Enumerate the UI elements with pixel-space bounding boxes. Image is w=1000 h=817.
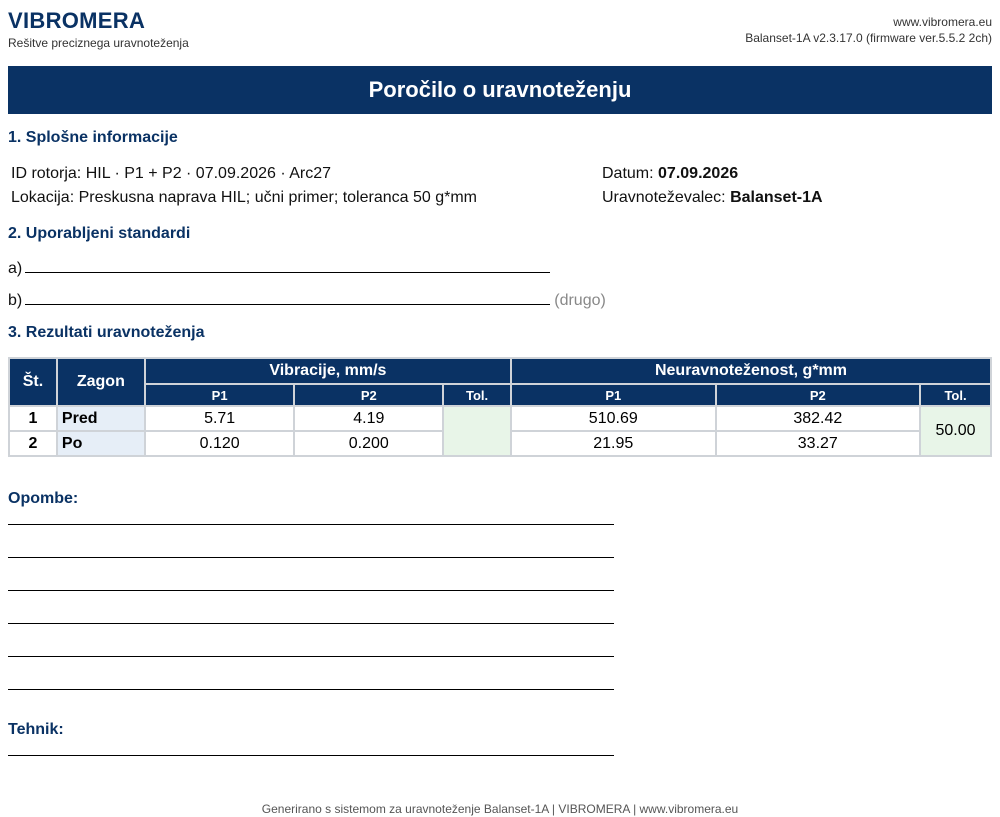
- unb-p1-cell: 21.95: [511, 431, 716, 456]
- row-number: 1: [9, 406, 57, 431]
- row-run: Po: [57, 431, 145, 456]
- notes-line: [8, 689, 614, 690]
- standard-a-label: a): [8, 260, 23, 277]
- notes-line: [8, 623, 614, 624]
- unb-p1-cell: 510.69: [511, 406, 716, 431]
- vib-p2-cell: 0.200: [294, 431, 443, 456]
- version-text: Balanset-1A v2.3.17.0 (firmware ver.5.5.2 2ch): [745, 31, 992, 45]
- notes-line: [8, 656, 614, 657]
- header-vib-p2: P2: [294, 384, 443, 406]
- header-unb-tol: Tol.: [920, 384, 991, 406]
- notes-line: [8, 590, 614, 591]
- header-meta: [745, 14, 992, 46]
- rotor-id: ID rotorja: HIL · P1 + P2 · 07.09.2026 · Arc27: [11, 165, 332, 182]
- standard-b-line: [25, 291, 550, 305]
- notes-title: Opombe:: [8, 490, 79, 507]
- header-vib-p1: P1: [145, 384, 295, 406]
- balancer-value: Balanset-1A: [730, 189, 823, 206]
- report-title: Poročilo o uravnoteženju: [8, 66, 992, 114]
- header-no: Št.: [9, 358, 57, 406]
- unb-tol-cell: 50.00: [920, 406, 991, 456]
- section-standards-title: 2. Uporabljeni standardi: [8, 225, 191, 242]
- vib-p1-cell: 5.71: [145, 406, 295, 431]
- unb-p2-cell: 382.42: [716, 406, 921, 431]
- notes-line: [8, 524, 614, 525]
- footer-text: Generirano s sistemom za uravnoteženje Balanset-1A | VIBROMERA | www.vibromera.eu: [261, 802, 739, 816]
- vib-p1-cell: 0.120: [145, 431, 295, 456]
- date-label: Datum:: [602, 165, 654, 182]
- standard-a-row: [8, 259, 550, 278]
- balancer-field: [602, 189, 823, 207]
- header-unb-p2: P2: [716, 384, 921, 406]
- website-text: www.vibromera.eu: [893, 15, 992, 29]
- location: Lokacija: Preskusna naprava HIL; učni primer; toleranca 50 g*mm: [11, 189, 477, 206]
- technician-line: [8, 755, 614, 756]
- brand-tagline: Rešitve preciznega uravnoteženja: [8, 36, 189, 50]
- table-row: [9, 406, 991, 431]
- date-field: [602, 165, 738, 183]
- header-vibration: Vibracije, mm/s: [145, 358, 511, 384]
- vib-p2-cell: 4.19: [294, 406, 443, 431]
- results-table: [8, 357, 992, 457]
- standard-b-row: [8, 291, 606, 310]
- brand-block: [8, 9, 189, 50]
- section-results-title: 3. Rezultati uravnoteženja: [8, 324, 205, 341]
- header-vib-tol: Tol.: [443, 384, 511, 406]
- header-unb-p1: P1: [511, 384, 716, 406]
- notes-line: [8, 557, 614, 558]
- row-run: Pred: [57, 406, 145, 431]
- row-number: 2: [9, 431, 57, 456]
- standard-b-label: b): [8, 292, 23, 309]
- technician-title: Tehnik:: [8, 721, 64, 738]
- unb-p2-cell: 33.27: [716, 431, 921, 456]
- standard-b-suffix: (drugo): [554, 292, 606, 309]
- balancer-label: Uravnoteževalec:: [602, 189, 726, 206]
- brand-name: VIBROMERA: [8, 8, 146, 33]
- header-unbalance: Neuravnoteženost, g*mm: [511, 358, 991, 384]
- date-value: 07.09.2026: [658, 165, 739, 182]
- header-run: Zagon: [57, 358, 145, 406]
- vib-tol-cell: [443, 406, 511, 456]
- section-general-title: 1. Splošne informacije: [8, 129, 178, 146]
- standard-a-line: [25, 259, 550, 273]
